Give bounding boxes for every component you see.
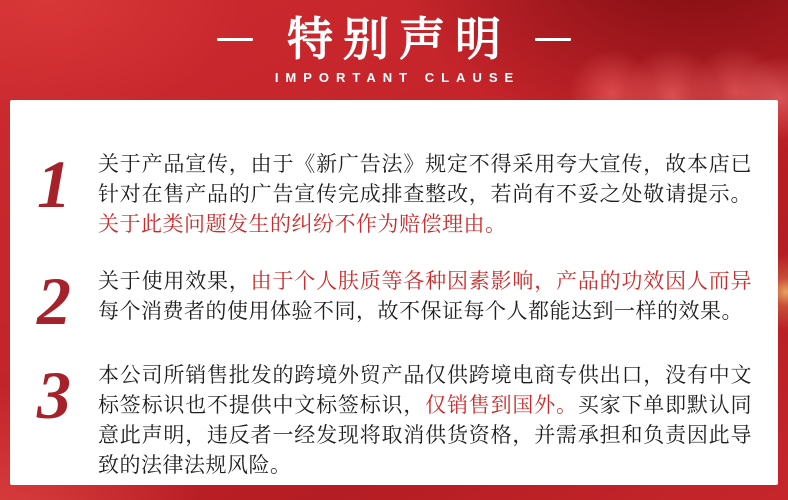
clause-number-1: 1 <box>37 146 71 222</box>
clause-1-segment-red: 关于此类问题发生的纠纷不作为赔偿理由。 <box>98 213 507 236</box>
clause-2-segment-red: 由于个人肤质等各种因素影响，产品的功效因人而异 <box>250 270 752 293</box>
clause-text-2 <box>98 267 752 327</box>
page-title: 特别声明 <box>287 13 511 65</box>
clause-number-3: 3 <box>37 356 71 433</box>
clause-2-segment-normal-1: 关于使用效果， <box>98 270 251 293</box>
title-dash-right <box>535 38 571 41</box>
page-subtitle: IMPORTANT CLAUSE <box>274 69 521 85</box>
title-row <box>217 14 571 65</box>
title-dash-left <box>217 38 253 41</box>
statement-panel <box>10 100 778 485</box>
clause-text-1 <box>98 150 752 240</box>
clause-1-segment-normal: 关于产品宣传，由于《新广告法》规定不得采用夸大宣传，故本店已针对在售产品的广告宣传完成排查整改，若尚有不妥之处敬请提示。 <box>98 153 752 206</box>
clause-item-1 <box>10 146 752 240</box>
header <box>0 0 788 100</box>
clause-number-2: 2 <box>37 263 71 339</box>
clause-3-segment-red: 仅销售到国外。 <box>425 393 578 417</box>
clause-3-segment-normal-2: 买家下单即默认同意此声明，违反者一经发现将取消供货资格，并需承担和负责因此导致的法律法规风险。 <box>98 393 753 477</box>
clause-3-segment-normal-1: 本公司所销售批发的跨境外贸产品仅供跨境电商专供出口，没有中文标签标识也不提供中文标签标识， <box>98 363 752 417</box>
clause-2-segment-normal-2: 每个消费者的使用体验不同，故不保证每个人都能达到一样的效果。 <box>98 300 743 323</box>
clause-item-3 <box>10 356 753 481</box>
clause-item-2 <box>10 263 752 339</box>
clause-text-3 <box>98 361 752 481</box>
